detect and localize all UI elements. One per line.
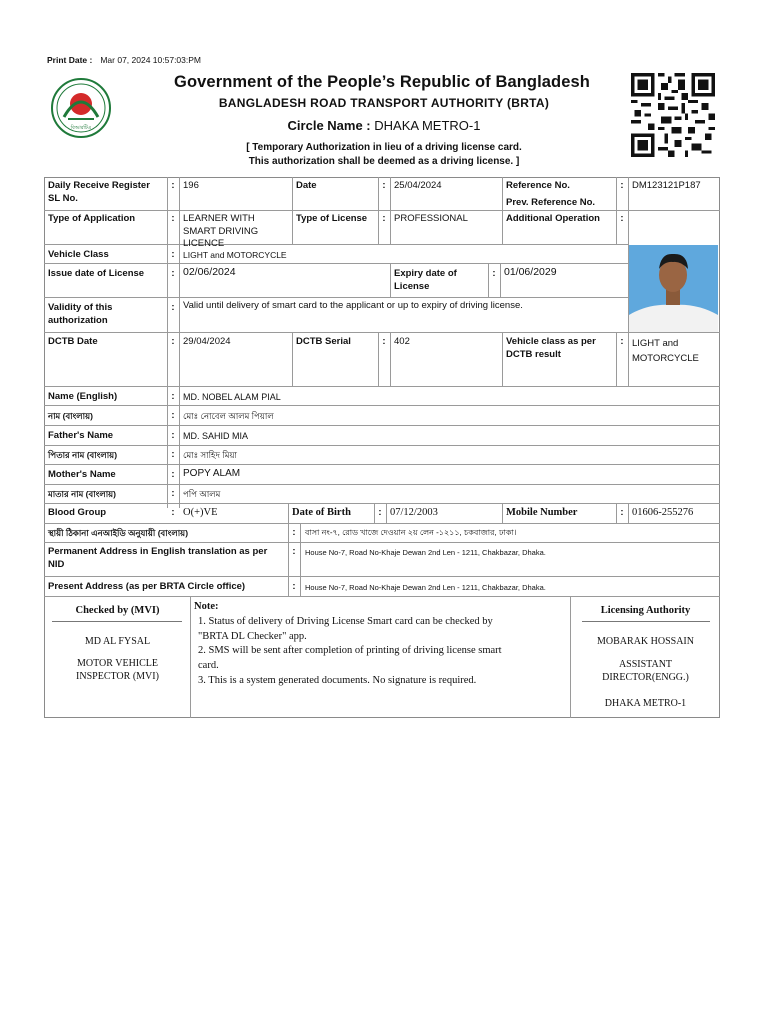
note-item-2b: card. — [198, 660, 219, 671]
prev-reference-no-label: Prev. Reference No. — [506, 197, 596, 208]
circle-name-label: Circle Name : — [287, 118, 371, 133]
note-item-1b: "BRTA DL Checker" app. — [198, 631, 307, 642]
mother-name-label: Mother's Name — [48, 469, 116, 480]
colon: : — [620, 507, 624, 518]
colon: : — [382, 213, 386, 224]
colon: : — [171, 488, 175, 499]
colon: : — [171, 449, 175, 460]
licensing-authority-role-2: DIRECTOR(ENGG.) — [602, 672, 689, 683]
colon: : — [620, 336, 624, 347]
permanent-address-english-label: Permanent Address in English translation as per NID — [48, 546, 268, 570]
checked-by-role-2: INSPECTOR (MVI) — [76, 671, 159, 682]
validity-label: Validity of this authorization — [48, 302, 113, 326]
vehicle-class-value: LIGHT and MOTORCYCLE — [183, 250, 287, 260]
dctb-date-value: 29/04/2024 — [183, 336, 231, 347]
dctb-date-label: DCTB Date — [48, 336, 98, 347]
father-name-bangla-value: মোঃ সাহিদ মিয়া — [183, 450, 237, 460]
vehicle-class-label: Vehicle Class — [48, 249, 109, 260]
header-authorization-note — [0, 141, 768, 169]
colon: : — [620, 213, 624, 224]
issue-date-value: 02/06/2024 — [183, 266, 236, 278]
colon: : — [171, 391, 175, 402]
type-of-license-label: Type of License — [296, 213, 368, 224]
colon: : — [620, 180, 624, 191]
register-sl-label: Daily Receive Register SL No. — [48, 180, 150, 204]
dctb-vehicle-class-value: LIGHT and MOTORCYCLE — [632, 338, 699, 364]
blood-group-value: O(+)VE — [183, 507, 218, 518]
colon: : — [171, 249, 175, 260]
applicant-photo — [629, 245, 718, 332]
father-name-bangla-label: পিতার নাম (বাংলায়) — [48, 450, 118, 460]
name-bangla-label: নাম (বাংলায়) — [48, 411, 93, 421]
dctb-vehicle-class-label: Vehicle class as per DCTB result — [506, 336, 596, 360]
type-of-application-value: LEARNER WITH SMART DRIVING LICENCE — [183, 213, 259, 249]
colon: : — [171, 410, 175, 421]
applicant-portrait-icon — [629, 245, 718, 332]
header-circle-name — [0, 118, 768, 133]
licensing-authority-name: MOBARAK HOSSAIN — [597, 636, 694, 647]
colon: : — [492, 268, 496, 279]
colon: : — [171, 469, 175, 480]
colon: : — [171, 180, 175, 191]
header-brta-title: BANGLADESH ROAD TRANSPORT AUTHORITY (BRTA) — [218, 96, 550, 110]
present-address-label: Present Address (as per BRTA Circle office) — [48, 581, 246, 592]
colon: : — [171, 213, 175, 224]
note-item-2a: 2. SMS will be sent after completion of printing of driving license smart — [198, 645, 502, 656]
colon: : — [382, 336, 386, 347]
name-bangla-value: মোঃ নোবেল আলম পিয়াল — [183, 411, 274, 421]
checked-by-name: MD AL FYSAL — [84, 636, 151, 647]
note-title: Note: — [194, 601, 219, 612]
colon: : — [292, 546, 296, 557]
colon: : — [292, 581, 296, 592]
mobile-number-value: 01606-255276 — [632, 507, 694, 518]
note-item-3: 3. This is a system generated documents. No signature is required. — [198, 675, 477, 686]
colon: : — [382, 180, 386, 191]
note-item-1a: 1. Status of delivery of Driving License Smart card can be checked by — [198, 616, 493, 627]
licensing-authority-title: Licensing Authority — [600, 605, 691, 616]
dob-value: 07/12/2003 — [390, 507, 438, 518]
mother-name-bangla-value: পপি আলম — [183, 489, 221, 499]
reference-no-value: DM123121P187 — [632, 180, 701, 191]
name-english-label: Name (English) — [48, 391, 118, 402]
dctb-serial-value: 402 — [394, 336, 410, 347]
expiry-date-value: 01/06/2029 — [504, 266, 557, 278]
print-date — [47, 55, 201, 65]
expiry-date-label: Expiry date of License — [394, 268, 457, 292]
type-of-license-value: PROFESSIONAL — [394, 213, 468, 224]
issue-date-label: Issue date of License — [48, 268, 145, 279]
colon: : — [378, 507, 382, 518]
print-date-value: Mar 07, 2024 10:57:03:PM — [100, 55, 201, 65]
additional-operation-label: Additional Operation — [506, 213, 600, 224]
circle-name-value: DHAKA METRO-1 — [374, 118, 481, 133]
dctb-serial-label: DCTB Serial — [296, 336, 351, 347]
date-label: Date — [296, 180, 317, 191]
colon: : — [171, 336, 175, 347]
permanent-address-bangla-value: বাসা নং-৭, রোড খাজে দেওয়ান ২য় লেন -১২১১, চকবাজার, ঢাকা। — [305, 528, 517, 537]
note-line-1: [ Temporary Authorization in lieu of a driving license card. — [246, 142, 522, 153]
name-english-value: MD. NOBEL ALAM PIAL — [183, 392, 281, 402]
colon: : — [171, 507, 175, 518]
checked-by-role-1: MOTOR VEHICLE — [76, 658, 159, 669]
colon: : — [171, 430, 175, 441]
permanent-address-bangla-label: স্থায়ী ঠিকানা এনআইডি অনুযায়ী (বাংলায়) — [48, 528, 189, 538]
date-value: 25/04/2024 — [394, 180, 442, 191]
licensing-authority-role-1: ASSISTANT — [618, 659, 673, 670]
licensing-authority-circle: DHAKA METRO-1 — [604, 698, 687, 709]
reference-no-label: Reference No. — [506, 180, 570, 191]
colon: : — [171, 268, 175, 279]
mother-name-value: POPY ALAM — [183, 468, 241, 479]
mother-name-bangla-label: মাতার নাম (বাংলায়) — [48, 489, 117, 499]
present-address-value: House No-7, Road No-Khaje Dewan 2nd Len - 1211, Chakbazar, Dhaka. — [305, 583, 546, 592]
header-government-title: Government of the People’s Republic of Bangladesh — [174, 73, 590, 91]
validity-value: Valid until delivery of smart card to the applicant or up to expiry of driving license. — [183, 300, 523, 311]
permanent-address-english-value: House No-7, Road No-Khaje Dewan 2nd Len - 1211, Chakbazar, Dhaka. — [305, 548, 546, 557]
type-of-application-label: Type of Application — [48, 213, 136, 224]
print-date-label: Print Date : — [47, 55, 93, 65]
dob-label: Date of Birth — [292, 507, 351, 518]
mobile-number-label: Mobile Number — [506, 507, 578, 518]
father-name-value: MD. SAHID MIA — [183, 431, 249, 441]
register-sl-value: 196 — [183, 180, 199, 191]
colon: : — [171, 302, 175, 313]
blood-group-label: Blood Group — [48, 507, 107, 518]
checked-by-title: Checked by (MVI) — [75, 605, 160, 616]
father-name-label: Father's Name — [48, 430, 114, 441]
note-line-2: This authorization shall be deemed as a driving license. ] — [248, 156, 520, 167]
svg-text:বিআরটিএ: বিআরটিএ — [70, 125, 92, 131]
colon: : — [292, 527, 296, 538]
